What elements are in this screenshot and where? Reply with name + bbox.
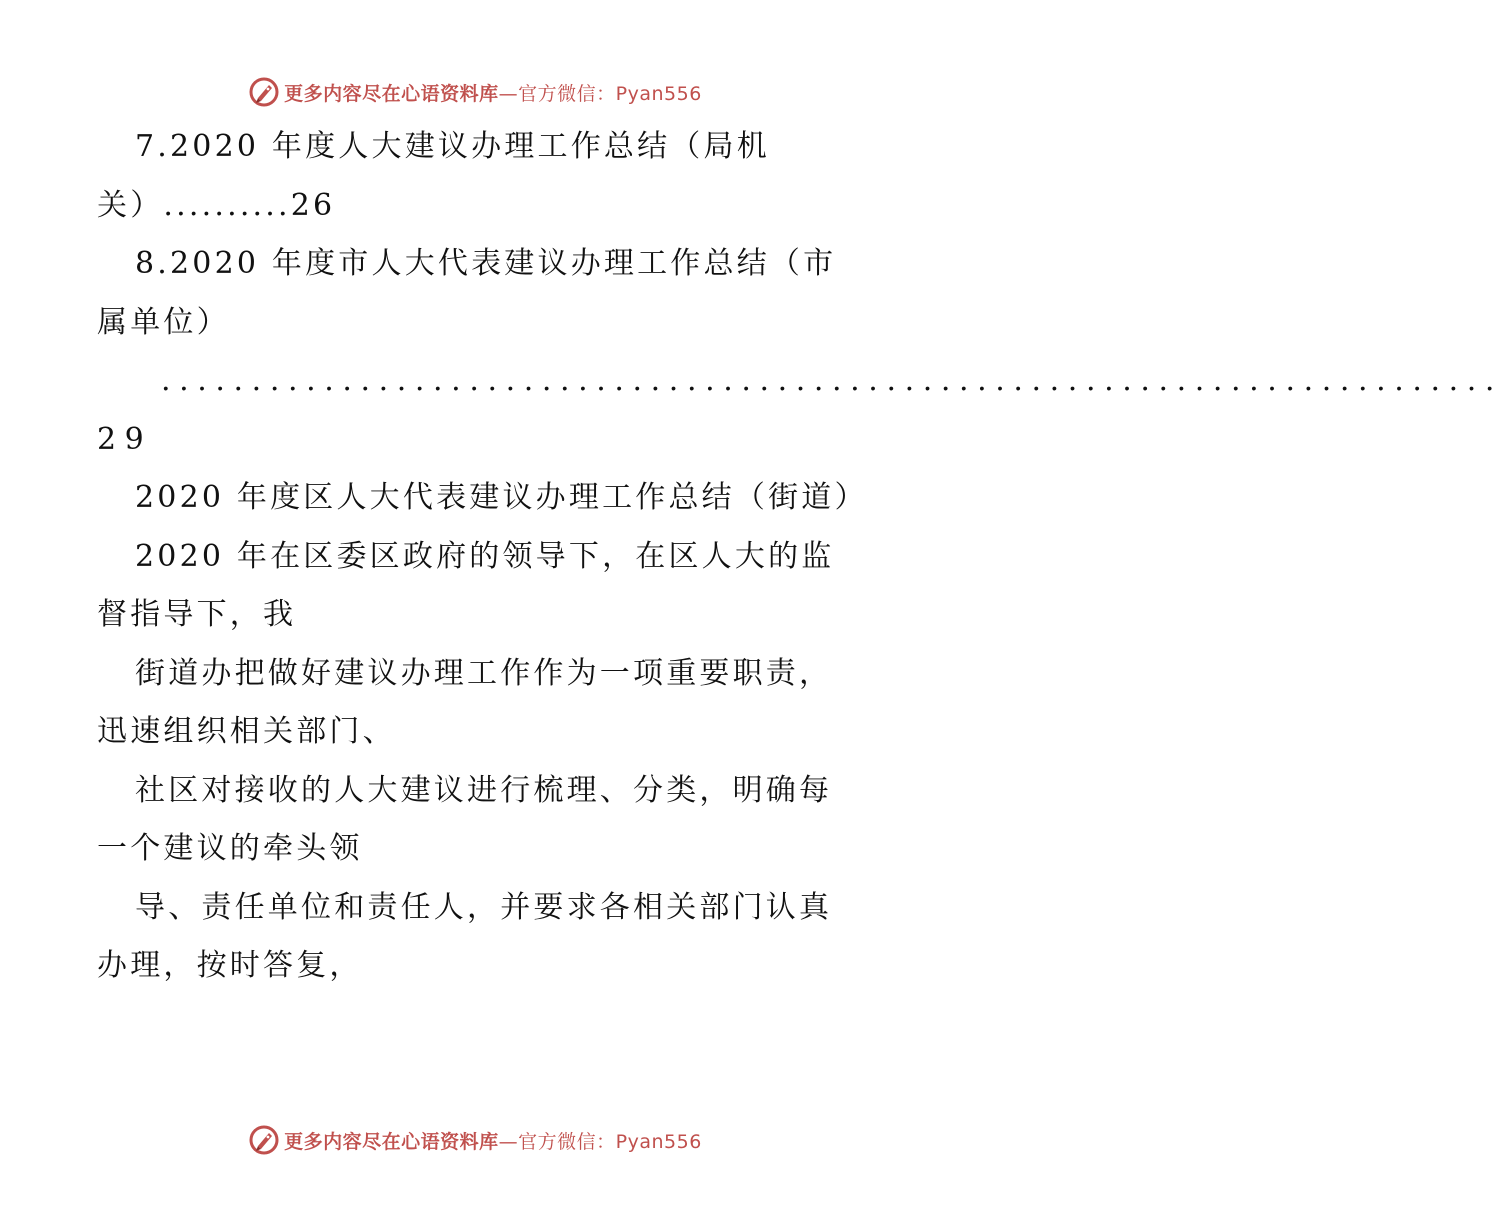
watermark-wechat-text: 官方微信：Pyan556 [518, 1130, 702, 1153]
section-title: 2020 年度区人大代表建议办理工作总结（街道） [135, 480, 868, 515]
pen-seal-icon [248, 76, 280, 108]
footer-watermark [0, 1120, 950, 1160]
body-paragraph: 2020 年在区委区政府的领导下，在区人大的监督指导下，我 [97, 538, 835, 632]
watermark-main-text: 更多内容尽在心语资料库 [284, 1130, 499, 1153]
watermark-text [284, 1127, 702, 1154]
header-watermark [0, 72, 950, 112]
toc-entry-7: 7.2020 年度人大建议办理工作总结（局机关）..........26 [97, 129, 770, 223]
watermark-separator: — [498, 82, 519, 105]
toc-entry-8-leader: ..........................................................................29 [97, 363, 1503, 457]
watermark-wechat-text: 官方微信：Pyan556 [518, 82, 702, 105]
watermark-text [284, 79, 702, 106]
pen-seal-icon [248, 1124, 280, 1156]
body-paragraph: 社区对接收的人大建议进行梳理、分类，明确每一个建议的牵头领 [97, 772, 833, 866]
document-body [97, 118, 1503, 996]
toc-entry-8: 8.2020 年度市人大代表建议办理工作总结（市属单位） [97, 246, 837, 340]
body-paragraph: 街道办把做好建议办理工作作为一项重要职责，迅速组织相关部门、 [97, 655, 833, 749]
body-paragraph: 导、责任单位和责任人，并要求各相关部门认真办理，按时答复， [97, 889, 833, 983]
watermark-main-text: 更多内容尽在心语资料库 [284, 82, 499, 105]
watermark-separator: — [498, 1130, 519, 1153]
